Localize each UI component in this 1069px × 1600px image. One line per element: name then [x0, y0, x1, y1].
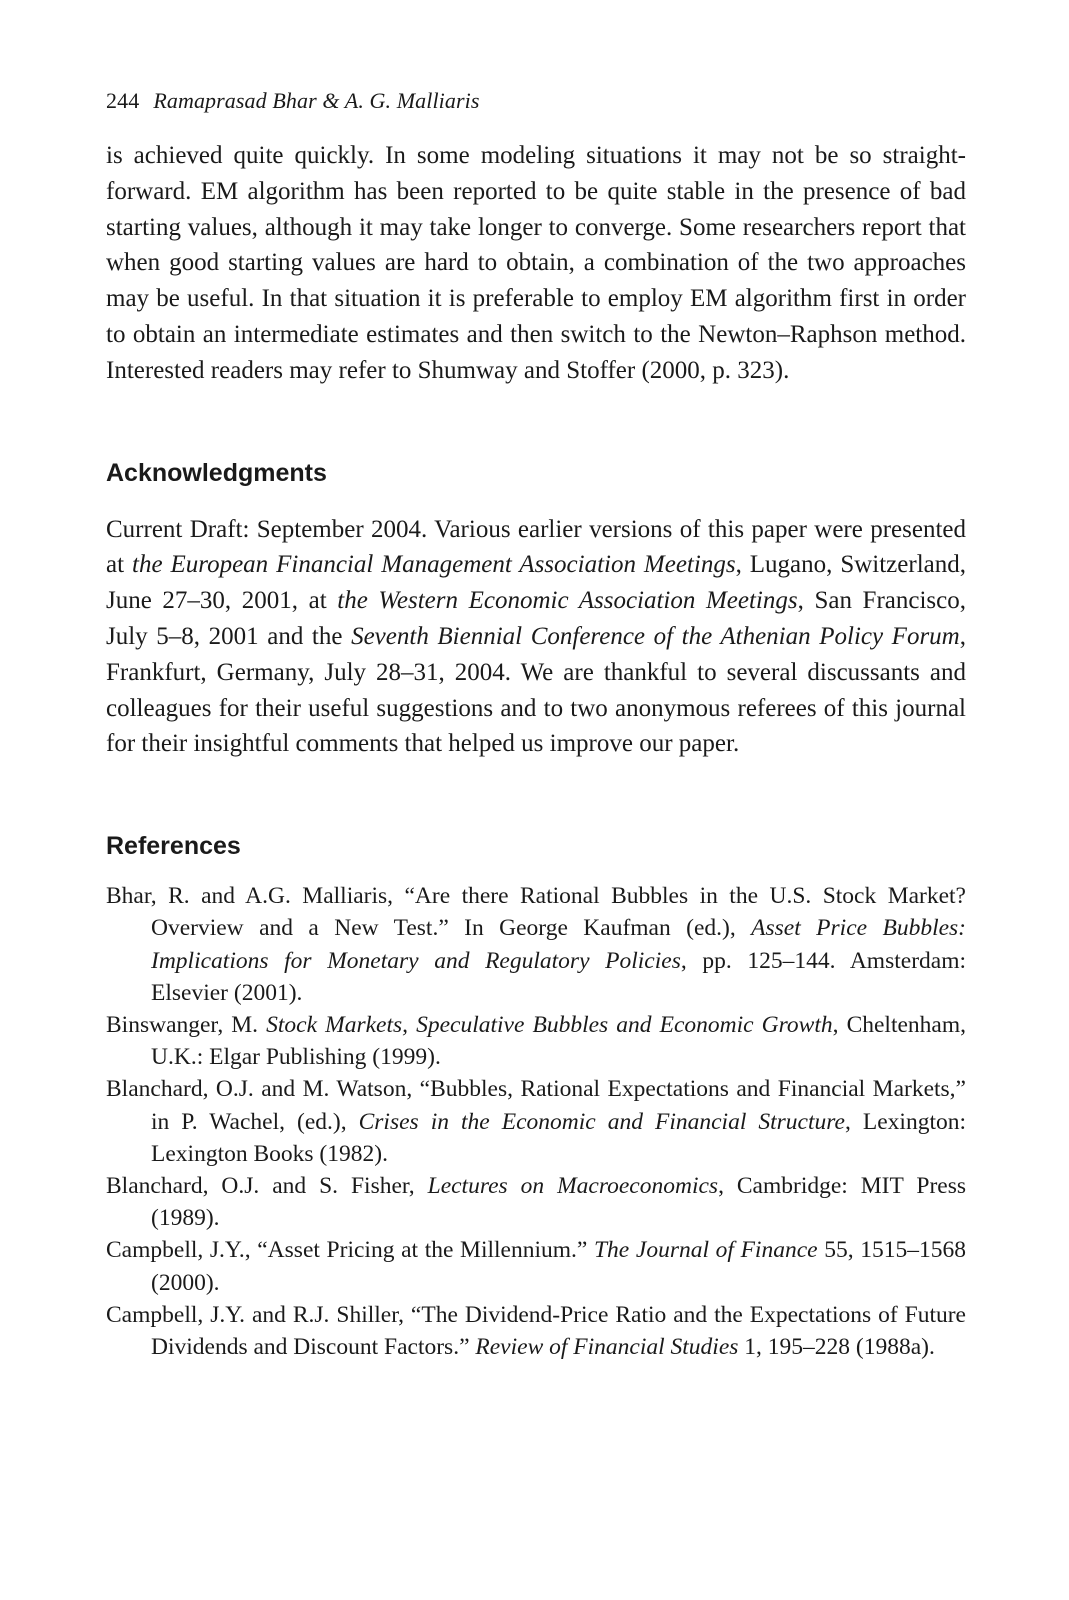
ack-venue-wea: the Western Economic Association Meetings	[337, 587, 798, 615]
reference-title: Crises in the Economic and Financial Structure	[358, 1108, 845, 1135]
reference-text: Binswanger, M.	[106, 1011, 267, 1038]
references-list	[106, 880, 966, 1363]
reference-text: , Lexington: Lexington Books (1982).	[151, 1108, 967, 1167]
ack-text-1: Current Draft: September 2004. Various earlier versions of this paper were presented at	[106, 515, 966, 579]
reference-text: 55, 1515–1568 (2000).	[151, 1237, 966, 1296]
ack-venue-apf: Seventh Biennial Conference of the Athenian Policy Forum	[351, 622, 960, 650]
reference-text: Blanchard, O.J. and M. Watson, “Bubbles, Rational Expectations and Financial Markets,” in P. Wachel, (ed.),	[106, 1076, 966, 1135]
reference-text: Blanchard, O.J. and S. Fisher,	[106, 1172, 428, 1199]
reference-title: Stock Markets, Speculative Bubbles and Economic Growth	[266, 1011, 833, 1038]
reference-title: The Journal of Finance	[593, 1237, 818, 1264]
reference-title: Review of Financial Studies	[475, 1334, 739, 1360]
ack-text-4: , Frankfurt, Germany, July 28–31, 2004. We are thankful to several discussants and colleagues for their useful suggestions and to two anonymous referees of this journal for their insightful comments that helped us improve our paper.	[106, 622, 966, 758]
reference-entry	[106, 1073, 966, 1170]
reference-text: 1, 195–228 (1988a).	[738, 1334, 935, 1360]
reference-text: Bhar, R. and A.G. Malliaris, “Are there Rational Bubbles in the U.S. Stock Market? Overview and a New Test.” In George Kaufman (ed.),	[106, 883, 966, 942]
page-number: 244	[106, 88, 140, 113]
reference-entry	[106, 1170, 966, 1234]
reference-text: Campbell, J.Y., “Asset Pricing at the Millennium.”	[106, 1237, 594, 1264]
reference-text: , Cheltenham, U.K.: Elgar Publishing (1999).	[151, 1011, 966, 1071]
acknowledgments-heading: Acknowledgments	[106, 458, 327, 487]
ack-text-3: , San Francisco, July 5–8, 2001 and the	[106, 587, 966, 650]
page	[106, 86, 966, 1363]
ack-text-2: , Lugano, Switzerland, June 27–30, 2001, at	[106, 551, 966, 615]
reference-entry	[106, 880, 966, 1009]
reference-entry	[106, 1009, 966, 1073]
ack-venue-efma: the European Financial Management Association Meetings	[132, 551, 736, 579]
intro-paragraph: is achieved quite quickly. In some modeling situations it may not be so straight-forward. EM algorithm has been reported to be quite stable in the presence of bad starting values, although it may take longer to converge. Some researchers report that when good starting values are hard to obtain, a combination of the two approaches may be useful. In that situation it is preferable to employ EM algorithm first in order to obtain an intermediate estimates and then switch to the Newton–Raphson method. Interested readers may refer to Shumway and Stoffer (2000, p. 323).	[106, 142, 966, 384]
reference-text: Campbell, J.Y. and R.J. Shiller, “The Dividend-Price Ratio and the Expectations of Future Dividends and Discount Factors.”	[106, 1301, 966, 1360]
running-head-authors: Ramaprasad Bhar & A. G. Malliaris	[153, 88, 480, 113]
reference-entry	[106, 1234, 966, 1298]
reference-title: Asset Price Bubbles: Implications for Monetary and Regulatory Policies	[151, 915, 966, 974]
reference-text: , pp. 125–144. Amsterdam: Elsevier (2001).	[151, 947, 967, 1006]
acknowledgments-paragraph	[106, 512, 966, 763]
reference-text: , Cambridge: MIT Press (1989).	[151, 1172, 967, 1232]
running-head	[106, 86, 966, 116]
reference-entry	[106, 1299, 966, 1363]
reference-title: Lectures on Macroeconomics	[427, 1172, 719, 1199]
references-heading: References	[106, 832, 241, 861]
